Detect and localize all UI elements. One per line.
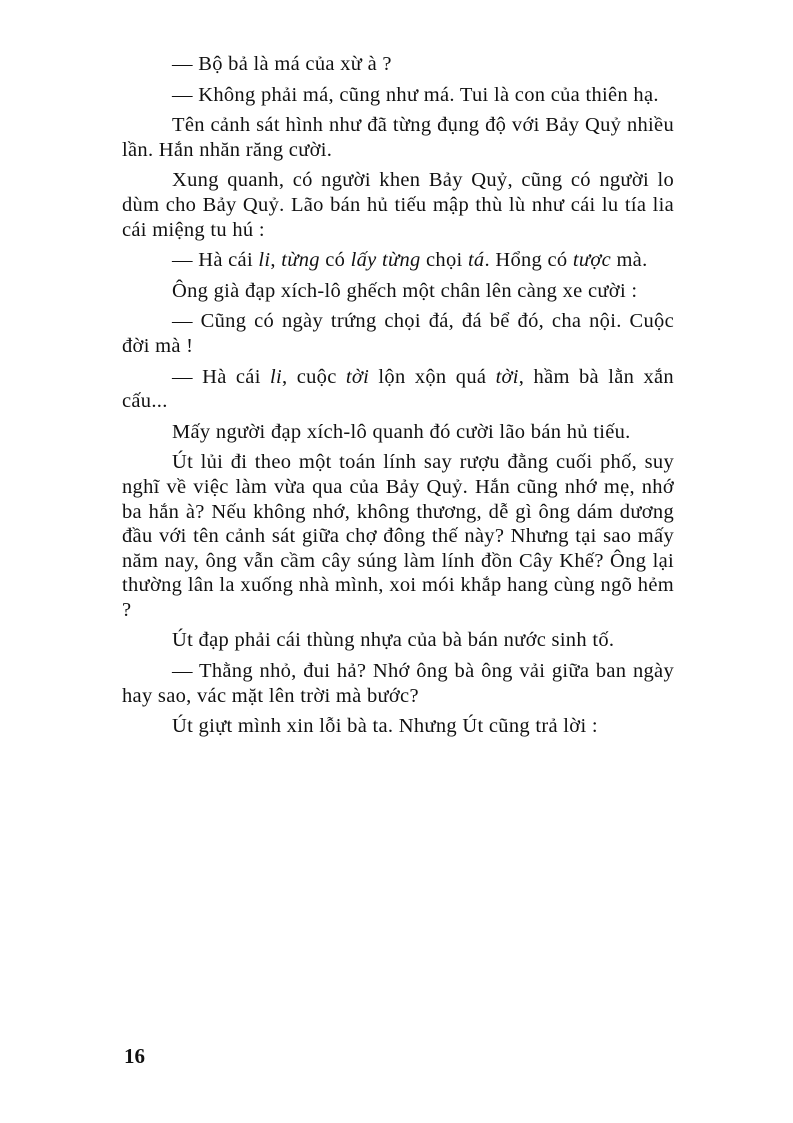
italic-text: từng (281, 249, 320, 272)
paragraph (122, 420, 674, 445)
text-run: — Bộ bả là má của xừ à ? (172, 53, 392, 75)
paragraph (122, 450, 674, 622)
text-run: Út giựt mình xin lỗi bà ta. Nhưng Út cũng trả lời : (172, 715, 598, 738)
paragraph (122, 365, 674, 414)
text-run: Mấy người đạp xích-lô quanh đó cười lão bán hủ tiếu. (172, 420, 631, 443)
paragraph (122, 309, 674, 358)
text-run: Xung quanh, có người khen Bảy Quỷ, cũng có người lo dùm cho Bảy Quỷ. Lão bán hủ tiếu mập thù lù như cái lu tía lia cái miệng tu hú : (122, 169, 674, 241)
paragraph (122, 248, 674, 273)
text-run: — Hà cái (172, 249, 259, 272)
text-run: . Hổng có (484, 249, 573, 272)
text-run: — Thằng nhỏ, đui hả? Nhớ ông bà ông vải giữa ban ngày hay sao, vác mặt lên trời mà bước? (122, 660, 674, 707)
text-run: Út đạp phải cái thùng nhựa của bà bán nước sinh tố. (172, 629, 615, 652)
paragraph (122, 113, 674, 162)
paragraph (122, 52, 674, 77)
paragraph (122, 659, 674, 708)
italic-text: tược (572, 249, 612, 272)
text-run: lộn xộn quá (369, 365, 496, 388)
paragraph (122, 168, 674, 242)
paragraph (122, 628, 674, 653)
text-run: — Cũng có ngày trứng chọi đá, đá bể đó, cha nội. Cuộc đời mà ! (122, 310, 674, 357)
italic-text: lấy từng (350, 249, 421, 272)
italic-text: tá (467, 249, 485, 272)
text-run: Út lủi đi theo một toán lính say rượu đằng cuối phố, suy nghĩ về việc làm vừa qua của Bảy Quỷ. Hắn cũng nhớ mẹ, nhớ ba hắn à? Nếu không nhớ, không thương, dễ gì ông dám dương đầu với tên cảnh sát giữa chợ đông thế này? Nhưng tại sao mấy năm nay, ông vẫn cầm cây súng làm lính đồn Cây Khế? Ông lại thường lân la xuống nhà mình, xoi mói khắp hang cùng ngõ hẻm ? (122, 451, 674, 621)
italic-text: li (269, 365, 282, 388)
text-run: , hầm bà lằn xắn cấu... (122, 365, 674, 413)
text-run: , cuộc (281, 365, 346, 388)
text-run: có (319, 249, 351, 272)
page-number: 16 (124, 1044, 145, 1068)
paragraph (122, 279, 674, 304)
text-run: Tên cảnh sát hình như đã từng đụng độ với Bảy Quỷ nhiều lần. Hắn nhăn răng cười. (122, 114, 674, 161)
paragraph (122, 83, 674, 108)
italic-text: tời (495, 365, 519, 388)
text-run: mà. (611, 249, 648, 272)
italic-text: tời (345, 365, 370, 388)
text-run: Ông già đạp xích-lô ghếch một chân lên càng xe cười : (172, 279, 638, 302)
italic-text: li (258, 249, 271, 272)
page-body (122, 52, 674, 745)
text-run: — Không phải má, cũng như má. Tui là con của thiên hạ. (172, 83, 659, 106)
text-run: chọi (420, 249, 468, 272)
text-run: , (270, 249, 282, 272)
paragraph (122, 714, 674, 739)
text-run: — Hà cái (172, 365, 270, 388)
